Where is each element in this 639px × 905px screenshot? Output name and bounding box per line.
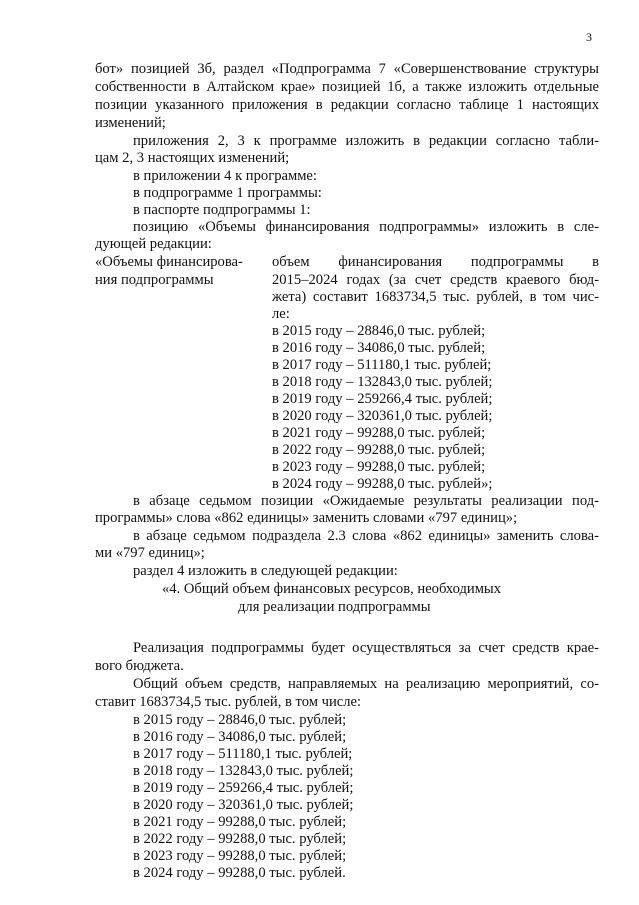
paragraph-7-line: вого бюджета.: [95, 658, 184, 674]
passport-value-line: жета) составит 1683734,5 тыс. рублей, в том чис-: [272, 289, 599, 305]
paragraph-8-line: Общий объем средств, направляемых на реализацию мероприятий, со-: [133, 676, 599, 692]
passport-value-line: объем финансирования подпрограммы в: [272, 254, 599, 270]
passport-label-line: «Объемы финансирова-: [95, 254, 243, 270]
passport-year-line: в 2018 году – 132843,0 тыс. рублей;: [272, 374, 493, 390]
section-year-line: в 2021 году – 99288,0 тыс. рублей;: [133, 814, 347, 830]
passport-value-line: ле:: [272, 306, 290, 322]
paragraph-7-line: Реализация подпрограммы будет осуществляться за счет средств крае-: [133, 640, 599, 656]
paragraph-5-line: в абзаце седьмом подраздела 2.3 слова «862 единицы» заменить слова-: [133, 528, 599, 544]
paragraph-1-line: собственности в Алтайском крае» позицией 1б, а также изложить отдельные: [95, 79, 599, 95]
passport-year-line: в 2017 году – 511180,1 тыс. рублей;: [272, 357, 492, 373]
paragraph-1-line: изменений;: [95, 115, 166, 131]
passport-year-line: в 2019 году – 259266,4 тыс. рублей;: [272, 391, 493, 407]
passport-value-line: 2015–2024 годах (за счет средств краевого бюд-: [272, 272, 599, 288]
section-year-line: в 2022 году – 99288,0 тыс. рублей;: [133, 831, 347, 847]
passport-label-line: ния подпрограммы: [95, 272, 214, 288]
passport-year-line: в 2023 году – 99288,0 тыс. рублей;: [272, 459, 486, 475]
section-year-line: в 2019 году – 259266,4 тыс. рублей;: [133, 780, 354, 796]
section-year-line: в 2016 году – 34086,0 тыс. рублей;: [133, 729, 347, 745]
paragraph-1-line: позиции указанного приложения в редакции согласно таблице 1 настоящих: [95, 97, 599, 113]
paragraph-4-line: в абзаце седьмом позиции «Ожидаемые результаты реализации под-: [133, 493, 599, 509]
paragraph-5-line: ми «797 единиц»;: [95, 545, 205, 561]
section-heading-line: «4. Общий объем финансовых ресурсов, необходимых: [162, 581, 502, 597]
passport-year-line: в 2021 году – 99288,0 тыс. рублей;: [272, 425, 486, 441]
paragraph-8-line: ставит 1683734,5 тыс. рублей, в том числе:: [95, 694, 362, 710]
paragraph-2-line: приложения 2, 3 к программе изложить в редакции согласно табли-: [133, 133, 599, 149]
section-year-line: в 2015 году – 28846,0 тыс. рублей;: [133, 712, 347, 728]
section-year-line: в 2017 году – 511180,1 тыс. рублей;: [133, 746, 353, 762]
instruction-line: в паспорте подпрограммы 1:: [133, 202, 311, 218]
paragraph-4-line: программы» слова «862 единицы» заменить словами «797 единиц»;: [95, 510, 518, 526]
paragraph-1-line: бот» позицией 3б, раздел «Подпрограмма 7 «Совершенствование структуры: [95, 61, 599, 77]
paragraph-2-line: цам 2, 3 настоящих изменений;: [95, 150, 290, 166]
passport-year-line: в 2024 году – 99288,0 тыс. рублей»;: [272, 476, 493, 492]
passport-year-line: в 2020 году – 320361,0 тыс. рублей;: [272, 408, 493, 424]
instruction-line: в приложении 4 к программе:: [133, 168, 317, 184]
section-heading-line: для реализации подпрограммы: [238, 599, 431, 615]
section-year-line: в 2018 году – 132843,0 тыс. рублей;: [133, 763, 354, 779]
section-year-line: в 2020 году – 320361,0 тыс. рублей;: [133, 797, 354, 813]
passport-year-line: в 2016 году – 34086,0 тыс. рублей;: [272, 340, 486, 356]
paragraph-3-line: дующей редакции:: [95, 236, 212, 252]
passport-year-line: в 2015 году – 28846,0 тыс. рублей;: [272, 323, 486, 339]
paragraph-6-line: раздел 4 изложить в следующей редакции:: [133, 563, 398, 579]
paragraph-3-line: позицию «Объемы финансирования подпрограммы» изложить в сле-: [133, 219, 599, 235]
page-number: 3: [586, 30, 592, 44]
section-year-line: в 2024 году – 99288,0 тыс. рублей.: [133, 865, 346, 881]
section-year-line: в 2023 году – 99288,0 тыс. рублей;: [133, 848, 347, 864]
instruction-line: в подпрограмме 1 программы:: [133, 185, 322, 201]
passport-year-line: в 2022 году – 99288,0 тыс. рублей;: [272, 442, 486, 458]
